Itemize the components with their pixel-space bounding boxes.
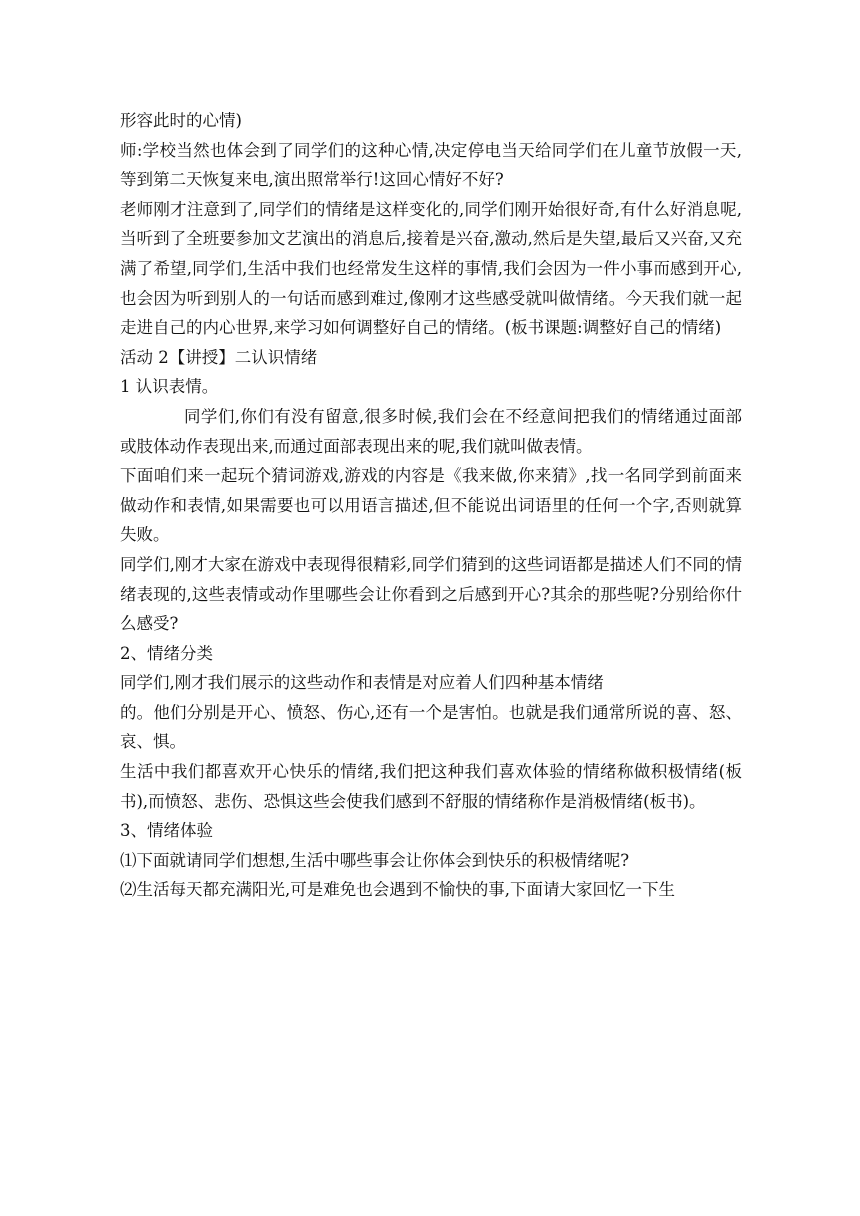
paragraph-emotion-changes: 老师刚才注意到了,同学们的情绪是这样变化的,同学们刚开始很好奇,有什么好消息呢,当听到了全班要参加文艺演出的消息后,接着是兴奋,激动,然后是失望,最后又兴奋,又充满了希望,同学们,生活中我们也经常发生这样的事情,我们会因为一件小事而感到开心,也会因为听到别人的一句话而感到难过,像刚才这些感受就叫做情绪。今天我们就一起走进自己的内心世界,来学习如何调整好自己的情绪。(板书课题:调整好自己的情绪): [120, 199, 742, 338]
document-body: [120, 106, 742, 905]
section-heading-experience: 3、情绪体验: [120, 821, 213, 841]
section-heading-expressions: 1 认识表情。: [120, 377, 219, 397]
paragraph-expressions-intro: 同学们,你们有没有留意,很多时候,我们会在不经意间把我们的情绪通过面部或肢体动作表现出来,而通过面部表现出来的呢,我们就叫做表情。: [120, 406, 742, 456]
list-item-2: ⑵生活每天都充满阳光,可是难免也会遇到不愉快的事,下面请大家回忆一下生: [120, 880, 675, 900]
paragraph-positive-negative: 生活中我们都喜欢开心快乐的情绪,我们把这种我们喜欢体验的情绪称做积极情绪(板书),而愤怒、悲伤、恐惧这些会使我们感到不舒服的情绪称作是消极情绪(板书)。: [120, 762, 742, 811]
activity-heading: 活动 2【讲授】二认识情绪: [120, 347, 318, 367]
list-item-1: ⑴下面就请同学们想想,生活中哪些事会让你体会到快乐的积极情绪呢?: [120, 850, 630, 870]
paragraph-continuation: 形容此时的心情): [120, 111, 242, 130]
section-heading-classification: 2、情绪分类: [120, 643, 213, 663]
paragraph-teacher-announcement: 师:学校当然也体会到了同学们的这种心情,决定停电当天给同学们在儿童节放假一天,等到第二天恢复来电,演出照常举行!这回心情好不好?: [120, 140, 742, 190]
paragraph-basic-emotions-2: 的。他们分别是开心、愤怒、伤心,还有一个是害怕。也就是我们通常所说的喜、怒、哀、惧。: [120, 702, 742, 752]
paragraph-game-summary: 同学们,刚才大家在游戏中表现得很精彩,同学们猜到的这些词语都是描述人们不同的情绪表现的,这些表情或动作里哪些会让你看到之后感到开心?其余的那些呢?分别给你什么感受?: [120, 554, 742, 634]
paragraph-guess-game: 下面咱们来一起玩个猜词游戏,游戏的内容是《我来做,你来猜》,找一名同学到前面来做动作和表情,如果需要也可以用语言描述,但不能说出词语里的任何一个字,否则就算失败。: [120, 466, 742, 545]
paragraph-basic-emotions-1: 同学们,刚才我们展示的这些动作和表情是对应着人们四种基本情绪: [120, 673, 604, 693]
